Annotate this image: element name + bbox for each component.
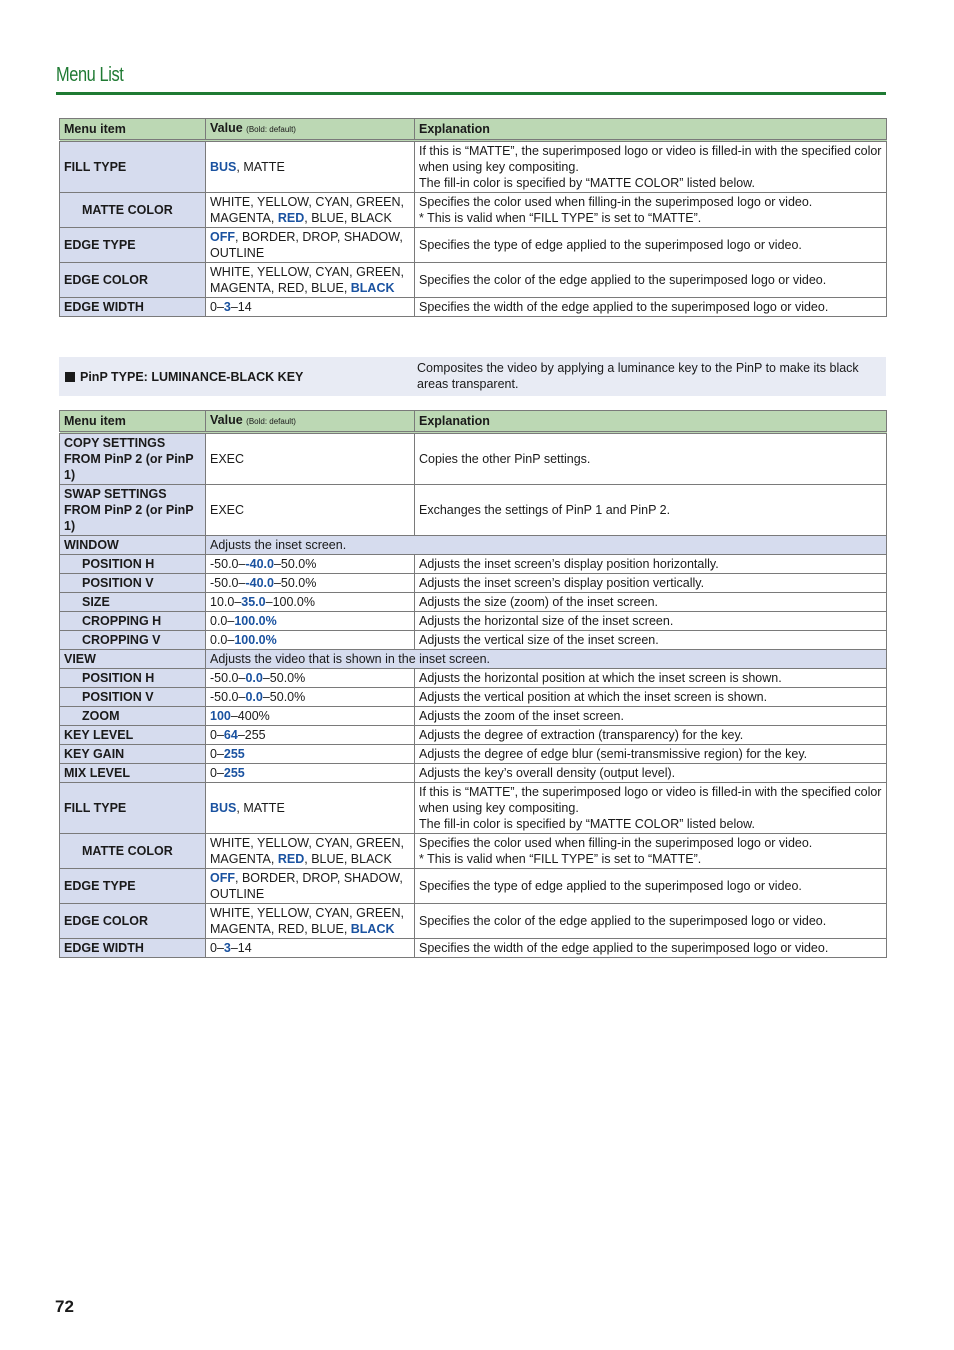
value-cell xyxy=(206,228,415,263)
default-value: OFF xyxy=(210,871,235,885)
explanation-cell xyxy=(415,745,887,764)
explanation-line: Specifies the color of the edge applied to the superimposed logo or video. xyxy=(419,914,827,928)
value-cell xyxy=(206,869,415,904)
table-row xyxy=(60,688,887,707)
menu-item-cell: KEY GAIN xyxy=(60,745,206,764)
value-text: 0– xyxy=(210,941,224,955)
table-row xyxy=(60,726,887,745)
explanation-line: Adjusts the zoom of the inset screen. xyxy=(419,709,624,723)
value-text: –50.0% xyxy=(262,690,306,704)
table-row xyxy=(60,593,887,612)
value-text: 10.0– xyxy=(210,595,242,609)
value-text: WHITE, YELLOW, CYAN, GREEN, MAGENTA, xyxy=(210,836,405,866)
group-description-cell: Adjusts the video that is shown in the inset screen. xyxy=(206,650,887,669)
explanation-cell xyxy=(415,433,887,485)
default-value: 64 xyxy=(223,728,238,742)
explanation-cell xyxy=(415,834,887,869)
default-value: 3 xyxy=(223,941,231,955)
explanation-line: Specifies the type of edge applied to the superimposed logo or video. xyxy=(419,238,802,252)
explanation-line: Adjusts the vertical size of the inset screen. xyxy=(419,633,659,647)
value-cell xyxy=(206,834,415,869)
explanation-cell xyxy=(415,726,887,745)
value-cell xyxy=(206,939,415,958)
value-text: –50.0% xyxy=(262,671,306,685)
explanation-line: Adjusts the degree of edge blur (semi-transmissive region) for the key. xyxy=(419,747,808,761)
menu-table-luminance-key xyxy=(59,410,887,958)
value-text: –100.0% xyxy=(265,595,315,609)
menu-item-cell: EDGE WIDTH xyxy=(60,939,206,958)
value-text: -50.0– xyxy=(210,557,246,571)
value-cell xyxy=(206,745,415,764)
table-row xyxy=(60,263,887,298)
default-value: BUS xyxy=(210,801,237,815)
value-text: –14 xyxy=(230,941,252,955)
value-text: 0.0– xyxy=(210,633,235,647)
default-value: 35.0 xyxy=(241,595,266,609)
default-value: RED xyxy=(277,211,305,225)
value-text: , BORDER, DROP, SHADOW, OUTLINE xyxy=(210,871,403,901)
explanation-line: * This is valid when “FILL TYPE” is set to “MATTE”. xyxy=(419,852,702,866)
pinp-type-label: PinP TYPE: LUMINANCE-BLACK KEY xyxy=(65,369,303,385)
menu-item-cell: POSITION H xyxy=(60,555,206,574)
default-value: 255 xyxy=(223,766,245,780)
value-cell xyxy=(206,612,415,631)
explanation-cell xyxy=(415,193,887,228)
table-row xyxy=(60,764,887,783)
value-text: , BLUE, BLACK xyxy=(304,211,392,225)
column-header-value-note: (Bold: default) xyxy=(246,417,296,426)
value-cell xyxy=(206,726,415,745)
value-cell xyxy=(206,904,415,939)
table-row xyxy=(60,707,887,726)
value-text: WHITE, YELLOW, CYAN, GREEN, MAGENTA, RED, BLUE, xyxy=(210,265,405,295)
explanation-cell xyxy=(415,707,887,726)
value-text: , MATTE xyxy=(236,160,285,174)
value-text: –14 xyxy=(230,300,252,314)
pinp-type-section xyxy=(59,357,886,396)
table-row xyxy=(60,433,887,485)
column-header-value: Value (Bold: default) xyxy=(206,119,415,141)
menu-item-cell: MIX LEVEL xyxy=(60,764,206,783)
value-cell xyxy=(206,574,415,593)
menu-item-cell: CROPPING H xyxy=(60,612,206,631)
table-row xyxy=(60,745,887,764)
value-cell xyxy=(206,593,415,612)
page-title: Menu List xyxy=(56,64,124,86)
value-cell xyxy=(206,555,415,574)
value-text: , MATTE xyxy=(236,801,285,815)
value-text: -50.0– xyxy=(210,690,246,704)
explanation-line: Adjusts the degree of extraction (transparency) for the key. xyxy=(419,728,744,742)
explanation-cell xyxy=(415,574,887,593)
menu-item-cell: KEY LEVEL xyxy=(60,726,206,745)
explanation-cell xyxy=(415,263,887,298)
menu-item-cell: SWAP SETTINGS FROM PinP 2 (or PinP 1) xyxy=(60,485,206,536)
value-text: 0.0– xyxy=(210,614,235,628)
value-cell xyxy=(206,783,415,834)
menu-item-cell: MATTE COLOR xyxy=(60,193,206,228)
explanation-line: Adjusts the inset screen’s display position horizontally. xyxy=(419,557,719,571)
explanation-cell xyxy=(415,869,887,904)
explanation-cell xyxy=(415,688,887,707)
value-text: -50.0– xyxy=(210,576,246,590)
menu-item-cell: COPY SETTINGS FROM PinP 2 (or PinP 1) xyxy=(60,433,206,485)
table-row xyxy=(60,783,887,834)
square-bullet-icon xyxy=(65,372,75,382)
explanation-line: Exchanges the settings of PinP 1 and PinP 2. xyxy=(419,503,671,517)
default-value: RED xyxy=(277,852,305,866)
explanation-cell xyxy=(415,904,887,939)
explanation-cell xyxy=(415,593,887,612)
column-header-explanation: Explanation xyxy=(415,119,887,141)
table-header-row xyxy=(60,411,887,433)
value-text: -50.0– xyxy=(210,671,246,685)
table-row xyxy=(60,141,887,193)
menu-item-cell: VIEW xyxy=(60,650,206,669)
table-row xyxy=(60,193,887,228)
value-text: EXEC xyxy=(210,452,245,466)
explanation-line: Specifies the color of the edge applied to the superimposed logo or video. xyxy=(419,273,827,287)
default-value: -40.0 xyxy=(245,557,274,571)
column-header-explanation: Explanation xyxy=(415,411,887,433)
explanation-line: Specifies the type of edge applied to the superimposed logo or video. xyxy=(419,879,802,893)
value-cell xyxy=(206,433,415,485)
explanation-line: The fill-in color is specified by “MATTE COLOR” listed below. xyxy=(419,817,755,831)
table-row xyxy=(60,869,887,904)
value-cell xyxy=(206,193,415,228)
value-text: WHITE, YELLOW, CYAN, GREEN, MAGENTA, RED, BLUE, xyxy=(210,906,405,936)
table-header-row xyxy=(60,119,887,141)
explanation-line: Adjusts the inset screen’s display position vertically. xyxy=(419,576,705,590)
explanation-cell xyxy=(415,631,887,650)
explanation-cell xyxy=(415,939,887,958)
default-value: 3 xyxy=(223,300,231,314)
default-value: -40.0 xyxy=(245,576,274,590)
header-rule xyxy=(56,92,886,95)
menu-item-cell: POSITION V xyxy=(60,574,206,593)
value-text: WHITE, YELLOW, CYAN, GREEN, MAGENTA, xyxy=(210,195,405,225)
value-cell xyxy=(206,263,415,298)
table-row xyxy=(60,612,887,631)
value-text: –400% xyxy=(230,709,270,723)
column-header-item: Menu item xyxy=(60,119,206,141)
menu-item-cell: FILL TYPE xyxy=(60,141,206,193)
explanation-line: Adjusts the horizontal size of the inset screen. xyxy=(419,614,674,628)
table-row xyxy=(60,904,887,939)
menu-item-cell: EDGE COLOR xyxy=(60,904,206,939)
menu-table-fill xyxy=(59,118,887,317)
default-value: OFF xyxy=(210,230,235,244)
explanation-cell xyxy=(415,141,887,193)
value-cell xyxy=(206,485,415,536)
table-row xyxy=(60,485,887,536)
explanation-line: Adjusts the size (zoom) of the inset screen. xyxy=(419,595,658,609)
default-value: 0.0 xyxy=(245,671,263,685)
value-cell xyxy=(206,764,415,783)
value-cell xyxy=(206,707,415,726)
explanation-line: Specifies the width of the edge applied to the superimposed logo or video. xyxy=(419,941,829,955)
value-text: 0– xyxy=(210,300,224,314)
table-row xyxy=(60,574,887,593)
value-text: EXEC xyxy=(210,503,245,517)
column-header-item: Menu item xyxy=(60,411,206,433)
explanation-line: Adjusts the key’s overall density (output level). xyxy=(419,766,676,780)
explanation-line: Specifies the width of the edge applied to the superimposed logo or video. xyxy=(419,300,829,314)
default-value: 100.0% xyxy=(234,633,277,647)
explanation-line: Copies the other PinP settings. xyxy=(419,452,591,466)
table-row xyxy=(60,631,887,650)
table-row xyxy=(60,669,887,688)
menu-item-cell: EDGE TYPE xyxy=(60,869,206,904)
table-row xyxy=(60,650,887,669)
explanation-line: Adjusts the vertical position at which the inset screen is shown. xyxy=(419,690,768,704)
default-value: BLACK xyxy=(350,281,395,295)
explanation-cell xyxy=(415,764,887,783)
menu-item-cell: SIZE xyxy=(60,593,206,612)
table-row xyxy=(60,555,887,574)
value-text: –50.0% xyxy=(273,576,317,590)
value-cell xyxy=(206,298,415,317)
menu-item-cell: POSITION V xyxy=(60,688,206,707)
menu-item-cell: CROPPING V xyxy=(60,631,206,650)
explanation-line: If this is “MATTE”, the superimposed logo or video is filled-in with the specified color when using key compositing. xyxy=(419,785,882,815)
explanation-cell xyxy=(415,669,887,688)
default-value: 100 xyxy=(210,709,231,723)
explanation-cell xyxy=(415,612,887,631)
default-value: BLACK xyxy=(350,922,395,936)
value-text: , BLUE, BLACK xyxy=(304,852,392,866)
menu-item-cell: EDGE TYPE xyxy=(60,228,206,263)
menu-item-cell: WINDOW xyxy=(60,536,206,555)
group-description-cell: Adjusts the inset screen. xyxy=(206,536,887,555)
pinp-type-description: Composites the video by applying a luminance key to the PinP to make its black areas transparent. xyxy=(417,361,859,391)
explanation-cell xyxy=(415,298,887,317)
table-row xyxy=(60,536,887,555)
value-text: , BORDER, DROP, SHADOW, OUTLINE xyxy=(210,230,403,260)
menu-item-cell: POSITION H xyxy=(60,669,206,688)
value-cell xyxy=(206,688,415,707)
explanation-line: Specifies the color used when filling-in the superimposed logo or video. xyxy=(419,836,813,850)
table-row xyxy=(60,834,887,869)
default-value: BUS xyxy=(210,160,237,174)
explanation-cell xyxy=(415,555,887,574)
page-number: 72 xyxy=(55,1297,74,1316)
menu-item-cell: ZOOM xyxy=(60,707,206,726)
value-text: –255 xyxy=(237,728,266,742)
value-text: 0– xyxy=(210,766,224,780)
explanation-line: The fill-in color is specified by “MATTE COLOR” listed below. xyxy=(419,176,755,190)
value-text: 0– xyxy=(210,728,224,742)
explanation-cell xyxy=(415,783,887,834)
default-value: 100.0% xyxy=(234,614,277,628)
default-value: 0.0 xyxy=(245,690,263,704)
explanation-line: If this is “MATTE”, the superimposed logo or video is filled-in with the specified color when using key compositing. xyxy=(419,144,882,174)
column-header-value: Value (Bold: default) xyxy=(206,411,415,433)
value-text: –50.0% xyxy=(273,557,317,571)
table-row xyxy=(60,228,887,263)
menu-item-cell: MATTE COLOR xyxy=(60,834,206,869)
column-header-value-note: (Bold: default) xyxy=(246,125,296,134)
menu-item-cell: EDGE COLOR xyxy=(60,263,206,298)
table-row xyxy=(60,298,887,317)
explanation-line: * This is valid when “FILL TYPE” is set to “MATTE”. xyxy=(419,211,702,225)
default-value: 255 xyxy=(223,747,245,761)
explanation-line: Specifies the color used when filling-in the superimposed logo or video. xyxy=(419,195,813,209)
table-row xyxy=(60,939,887,958)
explanation-cell xyxy=(415,228,887,263)
value-text: 0– xyxy=(210,747,224,761)
value-cell xyxy=(206,669,415,688)
explanation-line: Adjusts the horizontal position at which the inset screen is shown. xyxy=(419,671,782,685)
explanation-cell xyxy=(415,485,887,536)
value-cell xyxy=(206,141,415,193)
menu-item-cell: FILL TYPE xyxy=(60,783,206,834)
value-cell xyxy=(206,631,415,650)
menu-item-cell: EDGE WIDTH xyxy=(60,298,206,317)
